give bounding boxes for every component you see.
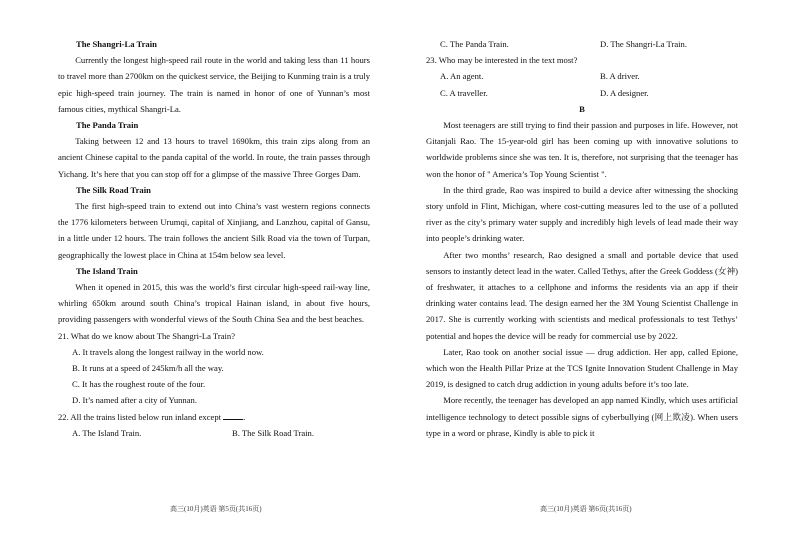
- right-column: [426, 36, 738, 441]
- heading-panda-train: The Panda Train: [76, 120, 139, 131]
- question-21: 21. What do we know about The Shangri-La Train?: [58, 330, 236, 341]
- q21-option-b: B. It runs at a speed of 245km/h all the way.: [72, 363, 224, 374]
- q22-option-b: B. The Silk Road Train.: [232, 427, 314, 438]
- q23-option-d: D. A designer.: [600, 87, 649, 98]
- q21-option-d: D. It’s named after a city of Yunnan.: [72, 395, 197, 406]
- paragraph-silk-road: The first high-speed train to extend out into China’s vast western regions connects the 1776 kilometers between Urumqi, capital of Xinjiang, and Lanzhou, capital of Gansu, in a little under 12 hours. The train follows the ancient Silk Road via the town of Turpan, geographically the lowest place in China at 154m below sea level.: [58, 201, 370, 260]
- q21-option-c: C. It has the roughest route of the four.: [72, 379, 206, 390]
- paragraph-shangri-la: Currently the longest high-speed rail route in the world and taking less than 11 hours to travel more than 2700km on the quickest service, the Beijing to Kunming train is a truly epic high-speed train journey. The train is named in honor of one of Yunnan’s most famous cities, mythical Shangri-La.: [58, 55, 370, 114]
- paragraph-rao-tethys: After two months’ research, Rao designed a small and portable device that used sensors to instantly detect lead in the water. Called Tethys, after the Greek Goddess (女神) of freshwater, it attaches to a cellphone and informs the residents via an app if their drinking water contains lead. The design earned her the 3M Young Scientist Challenge in 2017. She is currently working with scientists and medical professionals to test Tethys’ potential and hopes the device will be ready for commercial use by 2022.: [426, 249, 738, 341]
- paragraph-rao-intro: Most teenagers are still trying to find their passion and purposes in life. However, not Gitanjali Rao. The 15-year-old girl has been coming up with innovative solutions to worldwide problems since she was ten. It is, therefore, not surprising that the teenager has won the honor of " America’s Top Young Scientist ".: [426, 120, 738, 179]
- q21-option-a: A. It travels along the longest railway in the world now.: [72, 346, 264, 357]
- question-22-text: 22. All the trains listed below run inland except: [58, 411, 222, 422]
- q23-option-a: A. An agent.: [440, 71, 484, 82]
- question-22-end: .: [243, 411, 246, 422]
- q22-options-row-2: [426, 36, 738, 52]
- answer-blank: [223, 411, 246, 422]
- question-22: [58, 409, 370, 425]
- heading-silk-road-train: The Silk Road Train: [76, 184, 151, 195]
- q22-option-d: D. The Shangri-La Train.: [600, 39, 687, 49]
- heading-island-train: The Island Train: [76, 265, 138, 276]
- paragraph-rao-kindly: More recently, the teenager has developed an app named Kindly, which uses artificial intelligence technology to detect possible signs of cyberbullying (网上欺凌). When users type in a word or phrase, Kindly is able to pick it: [426, 395, 738, 438]
- paragraph-panda: Taking between 12 and 13 hours to travel 1690km, this train zips along from an ancient Chinese capital to the panda capital of the world. In route, the train passes through Yichang. It’s here that you can stop off for a glimpse of the massive Three Gorges Dam.: [58, 136, 370, 179]
- q23-options-row-1: [426, 68, 738, 84]
- section-b-label: B: [579, 103, 585, 114]
- q23-option-c: C. A traveller.: [440, 87, 488, 98]
- q23-options-row-2: [426, 85, 738, 101]
- q22-option-c: C. The Panda Train.: [440, 39, 509, 49]
- paragraph-rao-flint: In the third grade, Rao was inspired to build a device after witnessing the shocking story unfold in Flint, Michigan, where cost-cutting measures led to the use of a polluted river as the city’s primary water supply and incredibly high levels of lead made their way into people’s drinking water.: [426, 184, 738, 244]
- q23-option-b: B. A driver.: [600, 71, 640, 82]
- paragraph-rao-epione: Later, Rao took on another social issue — drug addiction. Her app, called Epione, which won the Health Pillar Prize at the TCS Ignite Innovation Student Challenge in May 2019, is designed to catch drug addiction in young adults before it’s too late.: [426, 346, 738, 390]
- footer-page-5: 高三(10月)英语 第5页(共16页): [170, 505, 262, 513]
- left-column: [58, 36, 370, 441]
- footer-page-6: 高三(10月)英语 第6页(共16页): [540, 505, 632, 513]
- q22-option-a: A. The Island Train.: [72, 427, 142, 438]
- question-23: 23. Who may be interested in the text most?: [426, 55, 578, 66]
- heading-shangri-la-train: The Shangri-La Train: [76, 39, 157, 49]
- q22-options-row-1: [58, 425, 370, 441]
- paragraph-island: When it opened in 2015, this was the world’s first circular high-speed rail-way line, whirling 650km around south China’s tropical Hainan island, in about five hours, providing passengers with wonderful views of the South China Sea and the best beaches.: [58, 282, 370, 325]
